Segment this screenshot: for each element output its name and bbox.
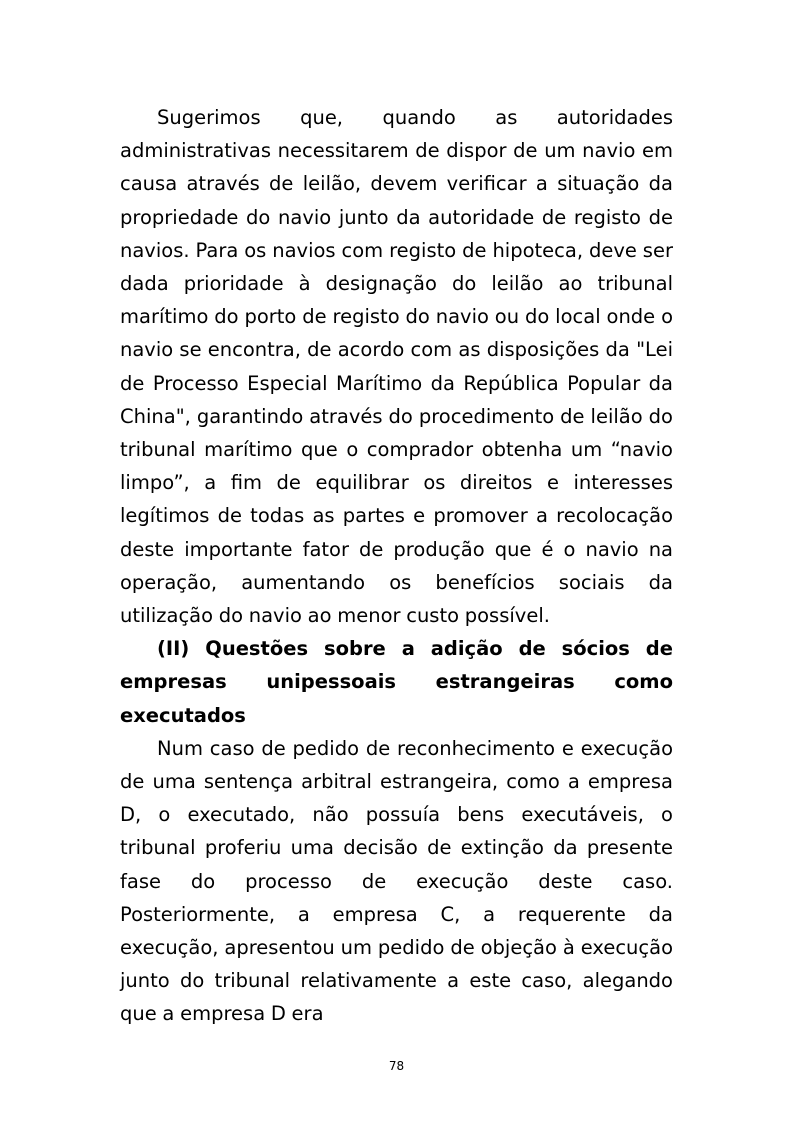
- section-heading: (II) Questões sobre a adição de sócios de empresas unipessoais estrangeiras como executados: [120, 637, 673, 727]
- page-number: 78: [388, 1059, 405, 1073]
- page-body: [120, 101, 673, 1031]
- paragraph-case-description: Num caso de pedido de reconhecimento e execução de uma sentença arbitral estrangeira, como a empresa D, o executado, não possuía bens executáveis, o tribunal proferiu uma decisão de extinção da presente fase do processo de execução deste caso. Posteriormente, a empresa C, a requerente da execução, apresentou um pedido de objeção à execução junto do tribunal relativamente a este caso, alegando que a empresa D era: [120, 736, 673, 1026]
- paragraph-auction-recommendation: Sugerimos que, quando as autoridades administrativas necessitarem de dispor de um navio em causa através de leilão, devem verificar a situação da propriedade do navio junto da autoridade de registo de navios. Para os navios com registo de hipoteca, deve ser dada prioridade à designação do leilão ao tribunal marítimo do porto de registo do navio ou do local onde o navio se encontra, de acordo com as disposições da "Lei de Processo Especial Marítimo da República Popular da China", garantindo através do procedimento de leilão do tribunal marítimo que o comprador obtenha um “navio limpo”, a fim de equilibrar os direitos e interesses legítimos de todas as partes e promover a recolocação deste importante fator de produção que é o navio na operação, aumentando os benefícios sociais da utilização do navio ao menor custo possível.: [120, 106, 673, 628]
